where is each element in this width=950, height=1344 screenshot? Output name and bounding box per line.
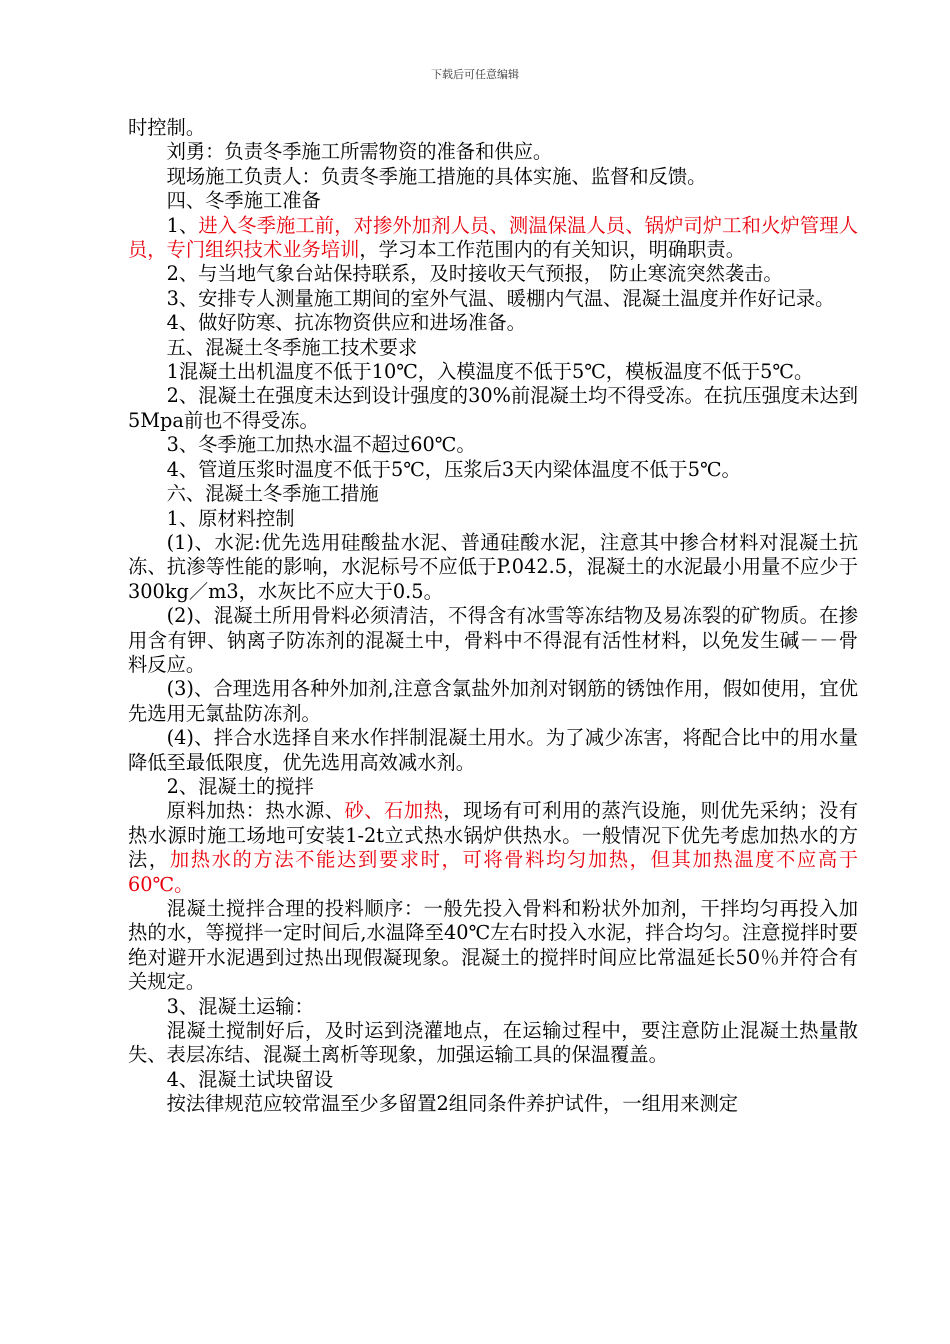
paragraph: 4、管道压浆时温度不低于5℃，压浆后3天内梁体温度不低于5℃。 — [166, 457, 741, 481]
paragraph: 4、做好防寒、抗冻物资供应和进场准备。 — [166, 311, 526, 335]
paragraph: 按法律规范应较常温至少多留置2组同条件养护试件，一组用来测定 — [166, 1092, 739, 1116]
subsection-heading: 2、混凝土的搅拌 — [166, 774, 314, 798]
highlighted-text: 砂、石加热 — [344, 799, 444, 823]
paragraph: 现场施工负责人：负责冬季施工措施的具体实施、监督和反馈。 — [166, 164, 707, 188]
subsection-heading: 1、原材料控制 — [166, 506, 295, 530]
paragraph: 时控制。 — [128, 116, 206, 139]
paragraph: 混凝土搅制好后，及时运到浇灌地点，在运输过程中，要注意防止混凝土热量散失、表层冻结、混凝土离析等现象，加强运输工具的保温覆盖。 — [128, 1019, 858, 1067]
highlighted-text: 进入冬季施工前，对掺外加剂人员、测温保温人员、锅炉司炉工和火炉管理人员，专门组织技术业务培训 — [128, 213, 858, 262]
paragraph: 3、安排专人测量施工期间的室外气温、暖棚内气温、混凝土温度并作好记录。 — [166, 286, 835, 310]
subsection-heading: 3、混凝土运输： — [166, 994, 314, 1018]
paragraph: 1混凝土出机温度不低于10℃，入模温度不低于5℃，模板温度不低于5℃。 — [166, 360, 814, 384]
document-body — [128, 116, 858, 1117]
paragraph: (4)、拌合水选择自来水作拌制混凝土用水。为了减少冻害，将配合比中的用水量降低至最低限度，优先选用高效减水剂。 — [128, 726, 858, 774]
paragraph: (3)、合理选用各种外加剂,注意含氯盐外加剂对钢筋的锈蚀作用，假如使用，宜优先选用无氯盐防冻剂。 — [128, 677, 858, 725]
paragraph: (2)、混凝土所用骨料必须清洁，不得含有冰雪等冻结物及易冻裂的矿物质。在掺用含有钾、钠离子防冻剂的混凝土中，骨料中不得混有活性材料，以免发生碱－－骨料反应。 — [128, 604, 858, 676]
section-heading: 六、混凝土冬季施工措施 — [166, 482, 379, 506]
highlighted-text: 加热水的方法不能达到要求时，可将骨料均匀加热，但其加热温度不应高于60℃。 — [128, 848, 859, 896]
paragraph: 3、冬季施工加热水温不超过60℃。 — [166, 433, 476, 457]
paragraph: (1)、水泥:优先选用硅酸盐水泥、普通硅酸水泥，注意其中掺合材料对混凝土抗冻、抗渗等性能的影响，水泥标号不应低于P.042.5，混凝土的水泥最小用量不应少于300kg／m3，水灰比不应大于0.5。 — [128, 530, 858, 603]
section-heading: 五、混凝土冬季施工技术要求 — [166, 335, 418, 359]
paragraph: 2、与当地气象台站保持联系，及时接收天气预报， 防止寒流突然袭击。 — [166, 262, 783, 286]
section-heading: 四、冬季施工准备 — [166, 189, 321, 213]
paragraph: 刘勇：负责冬季施工所需物资的准备和供应。 — [166, 140, 553, 164]
page-header: 下载后可任意编辑 — [431, 68, 519, 81]
subsection-heading: 4、混凝土试块留设 — [166, 1067, 334, 1091]
paragraph: 原料加热：热水源、砂、石加热，现场有可利用的蒸汽设施，则优先采纳；没有热水源时施工场地可安装1-2t立式热水锅炉供热水。一般情况下优先考虑加热水的方法，加热水的方法不能达到要求时，可将骨料均匀加热，但其加热温度不应高于60℃。 — [128, 799, 859, 896]
paragraph: 2、混凝土在强度未达到设计强度的30%前混凝土均不得受冻。在抗压强度未达到5Mpa前也不得受冻。 — [128, 384, 858, 432]
paragraph: 1、进入冬季施工前，对掺外加剂人员、测温保温人员、锅炉司炉工和火炉管理人员，专门组织技术业务培训，学习本工作范围内的有关知识，明确职责。 — [128, 213, 858, 262]
paragraph: 混凝土搅拌合理的投料顺序：一般先投入骨料和粉状外加剂，干拌均匀再投入加热的水，等搅拌一定时间后,水温降至40℃左右时投入水泥，拌合均匀。注意搅拌时要绝对避开水泥遇到过热出现假凝现象。混凝土的搅拌时间应比常温延长50％并符合有关规定。 — [128, 897, 858, 994]
